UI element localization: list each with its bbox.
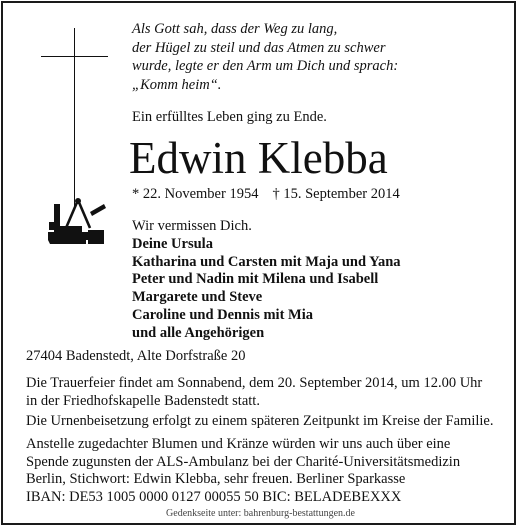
family-line: Katharina und Carsten mit Maja und Yana	[132, 253, 401, 270]
paragraph-line: Berlin, Stichwort: Edwin Klebba, sehr freuen. Berliner Sparkasse	[26, 471, 406, 487]
paragraph-line: Die Urnenbeisetzung erfolgt zu einem späteren Zeitpunkt im Kreise der Familie.	[26, 413, 494, 429]
family-line: Deine Ursula	[132, 235, 213, 252]
urn-paragraph	[26, 413, 493, 431]
life-dates	[132, 186, 400, 203]
family-intro: Wir vermissen Dich.	[132, 218, 252, 234]
family-line: Peter und Nadin mit Milena und Isabell	[132, 271, 379, 288]
family-line: Margarete und Steve	[132, 289, 263, 306]
birth-date: * 22. November 1954	[132, 186, 259, 202]
family-line: Caroline und Dennis mit Mia	[132, 306, 314, 323]
paragraph-line: IBAN: DE53 1005 0000 0127 00055 50 BIC: BELADEBEXXX	[26, 488, 402, 505]
deceased-name: Edwin Klebba	[129, 133, 388, 183]
death-date: † 15. September 2014	[272, 186, 400, 202]
poem-line: der Hügel zu steil und das Atmen zu schwer	[132, 39, 386, 56]
paragraph-line: Anstelle zugedachter Blumen und Kränze würden wir uns auch über eine	[26, 436, 451, 452]
paragraph-line: Die Trauerfeier findet am Sonnabend, dem 20. September 2014, um 12.00 Uhr	[26, 375, 483, 391]
paragraph-line: in der Friedhofskapelle Badenstedt statt.	[26, 392, 260, 409]
ceremony-paragraph	[26, 375, 482, 410]
poem-line: wurde, legte er den Arm um Dich und sprach:	[132, 58, 399, 75]
poem	[132, 20, 398, 94]
donation-paragraph	[26, 436, 460, 506]
family-list	[132, 218, 401, 343]
family-line: und alle Angehörigen	[132, 324, 265, 341]
poem-line: Als Gott sah, dass der Weg zu lang,	[132, 21, 338, 37]
mason-square-compass-icon	[46, 196, 106, 248]
paragraph-line: Spende zugunsten der ALS-Ambulanz bei der Charité-Universitätsmedizin	[26, 453, 461, 470]
address: 27404 Badenstedt, Alte Dorfstraße 20	[26, 348, 246, 364]
intro-text: Ein erfülltes Leben ging zu Ende.	[132, 109, 327, 125]
memorial-page-link[interactable]: Gedenkseite unter: bahrenburg-bestattungen.de	[166, 508, 355, 519]
poem-line: „Komm heim“.	[132, 76, 222, 93]
